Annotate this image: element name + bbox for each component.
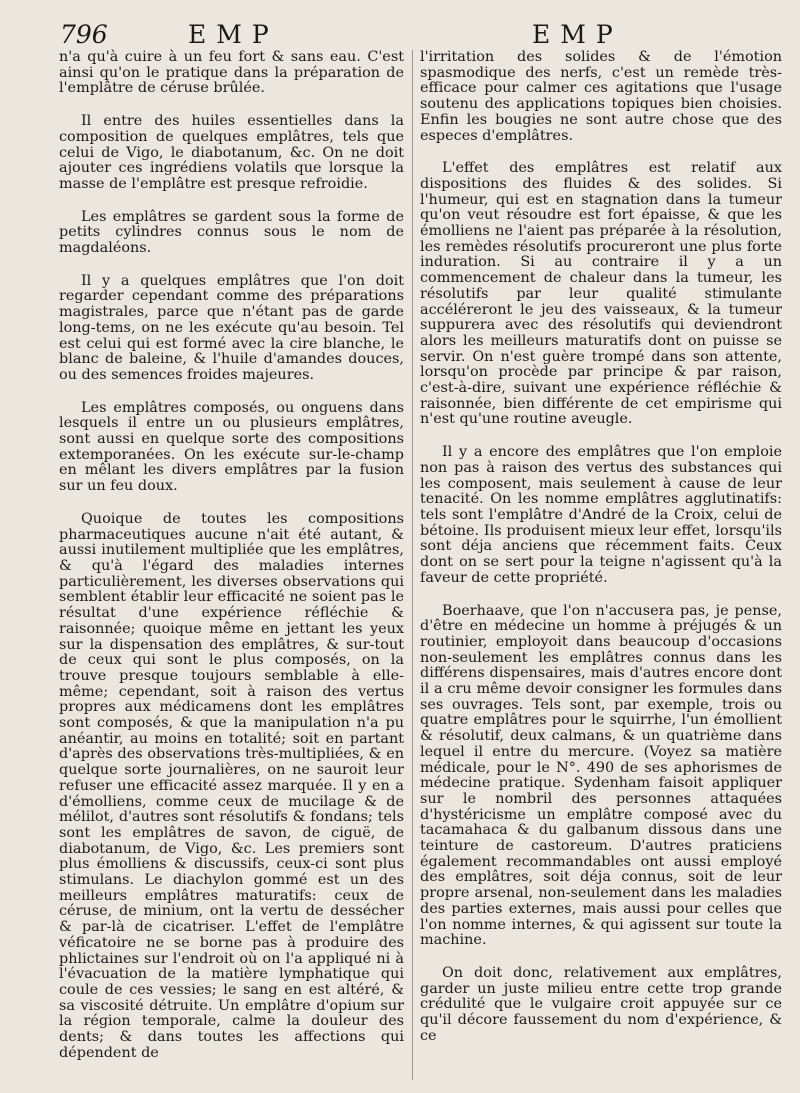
paragraph: l'irritation des solides & de l'émotion spasmodique des nerfs, c'est un remède très-efficace pour calmer ces agitations que l'usage soutenu des applications topiques bien choisies. Enfin les bougies ne sont autre chose que des especes d'emplâtres.	[420, 49, 782, 144]
paragraph: On doit donc, relativement aux emplâtres, garder un juste milieu entre cette trop grande crédulité que le vulgaire croit appuyée sur ce qu'il décore faussement du nom d'expérience, & ce	[420, 964, 782, 1044]
paragraph: Quoique de toutes les compositions pharmaceutiques aucune n'ait été autant, & aussi inutilement multipliée que les emplâtres, & qu'à l'égard des maladies internes particulièrement, les diverses observations qui semblent établir leur efficacité ne soient pas le résultat d'une expérience réfléchie & raisonnée; quoique même en jettant les yeux sur la dispensation des emplâtres, & sur-tout de ceux qui sont le plus composés, on la trouve presque toujours semblable à elle-même; cependant, soit à raison des vertus propres aux médicamens dont les emplâtres sont composés, & que la manipulation n'a pu anéantir, au moins en totalité; soit en partant d'après des observations très-multipliées, & en quelque sorte journalières, on ne sauroit leur refuser une efficacité assez marquée. Il y en a d'émolliens, comme ceux de mucilage & de mélilot, d'autres sont résolutifs & fondans; tels sont les emplâtres de savon, de ciguë, de diabotanum, de Vigo, &c. Les premiers sont plus émolliens & discussifs, ceux-ci sont plus stimulans. Le diachylon gommé est un des meilleurs emplâtres maturatifs: ceux de céruse, de minium, ont la vertu de dessécher & par-là de cicatriser. L'effet de l'emplâtre véficatoire ne se borne pas à produire des phlictaines sur l'endroit où on l'a appliqué ni à l'évacuation de la matière lymphatique qui coule de ces vessies; le sang en est altéré, & sa viscosité détruite. Un emplâtre d'opium sur la région temporale, calme la douleur des dents; & dans toutes les affections qui dépendent de	[59, 510, 404, 1061]
paragraph: Les emplâtres se gardent sous la forme de petits cylindres connus sous le nom de magdaléons.	[59, 208, 404, 257]
paragraph: Les emplâtres composés, ou onguens dans lesquels il entre un ou plusieurs emplâtres, sont aussi en quelque sorte des compositions extemporanées. On les exécute sur-le-champ en mêlant les divers emplâtres par la fusion sur un feu doux.	[59, 399, 404, 495]
paragraph: n'a qu'à cuire à un feu fort & sans eau. C'est ainsi qu'on le pratique dans la préparation de l'emplâtre de céruse brûlée.	[59, 49, 404, 97]
paragraph: Il entre des huiles essentielles dans la composition de quelques emplâtres, tels que celui de Vigo, le diabotanum, &c. On ne doit ajouter ces ingrédiens volatils que lorsque la masse de l'emplâtre est presque refroidie.	[59, 113, 404, 192]
paragraph: L'effet des emplâtres est relatif aux dispositions des fluides & des solides. Si l'humeur, qui est en stagnation dans la tumeur qu'on veut résoudre est fort épaisse, & que les émolliens ne l'aient pas préparée à la résolution, les remèdes résolutifs procureront une plus forte induration. Si au contraire il y a un commencement de chaleur dans la tumeur, les résolutifs par leur qualité stimulante accéléreront le jeu des vaisseaux, & la tumeur suppurera avec des résolutifs qui deviendront alors les meilleurs maturatifs dont on puisse se servir. On n'est guère trompé dans son attente, lorsqu'on procède par principe & par raison, c'est-à-dire, suivant une expérience réfléchie & raisonnée, bien différente de cet empirisme qui n'est qu'une routine aveugle.	[420, 160, 782, 428]
paragraph: Il y a quelques emplâtres que l'on doit regarder cependant comme des préparations magistrales, parce que n'étant pas de garde long-tems, on ne les exécute qu'au besoin. Tel est celui qui est formé avec la cire blanche, le blanc de baleine, & l'huile d'amandes douces, ou des semences froides majeures.	[59, 272, 404, 383]
page-header	[0, 14, 800, 54]
paragraph: Il y a encore des emplâtres que l'on emploie non pas à raison des vertus des substances qui les composent, mais seulement à cause de leur tenacité. On les nomme emplâtres agglutinatifs: tels sont l'emplâtre d'André de la Croix, celui de bétoine. Ils produisent mieux leur effet, lorsqu'ils sont déja anciens que récemment faits. Ceux dont on se sert pour la teigne n'agissent qu'à la faveur de cette propriété.	[420, 444, 782, 586]
paragraph: Boerhaave, que l'on n'accusera pas, je pense, d'être en médecine un homme à préjugés & un routinier, employoit dans beaucoup d'occasions non-seulement les emplâtres connus dans les différens dispensaires, mais d'autres encore dont il a cru même devoir consigner les formules dans ses ouvrages. Tels sont, par exemple, trois ou quatre emplâtres pour le squirrhe, l'un émollient & résolutif, deux calmans, & un quatrième dans lequel il entre du mercure. (Voyez sa matière médicale, pour le N°. 490 de ses aphorismes de médecine pratique. Sydenham faisoit appliquer sur le nombril des personnes attaquées d'hystéricisme un emplâtre composé avec du tacamahaca & du galbanum dissous dans une teinture de castoreum. D'autres praticiens également recommandables ont aussi employé des emplâtres, soit déja connus, soit de leur propre arsenal, non-seulement dans les maladies des parties externes, mais aussi pour celles que l'on nomme internes, & qui agissent sur toute la machine.	[420, 602, 782, 949]
running-head-right: EMP	[532, 20, 623, 49]
running-head-left: EMP	[188, 20, 279, 49]
right-column	[420, 50, 782, 1061]
column-divider	[412, 50, 413, 1080]
left-column	[59, 50, 404, 1078]
page-number: 796	[60, 20, 108, 49]
